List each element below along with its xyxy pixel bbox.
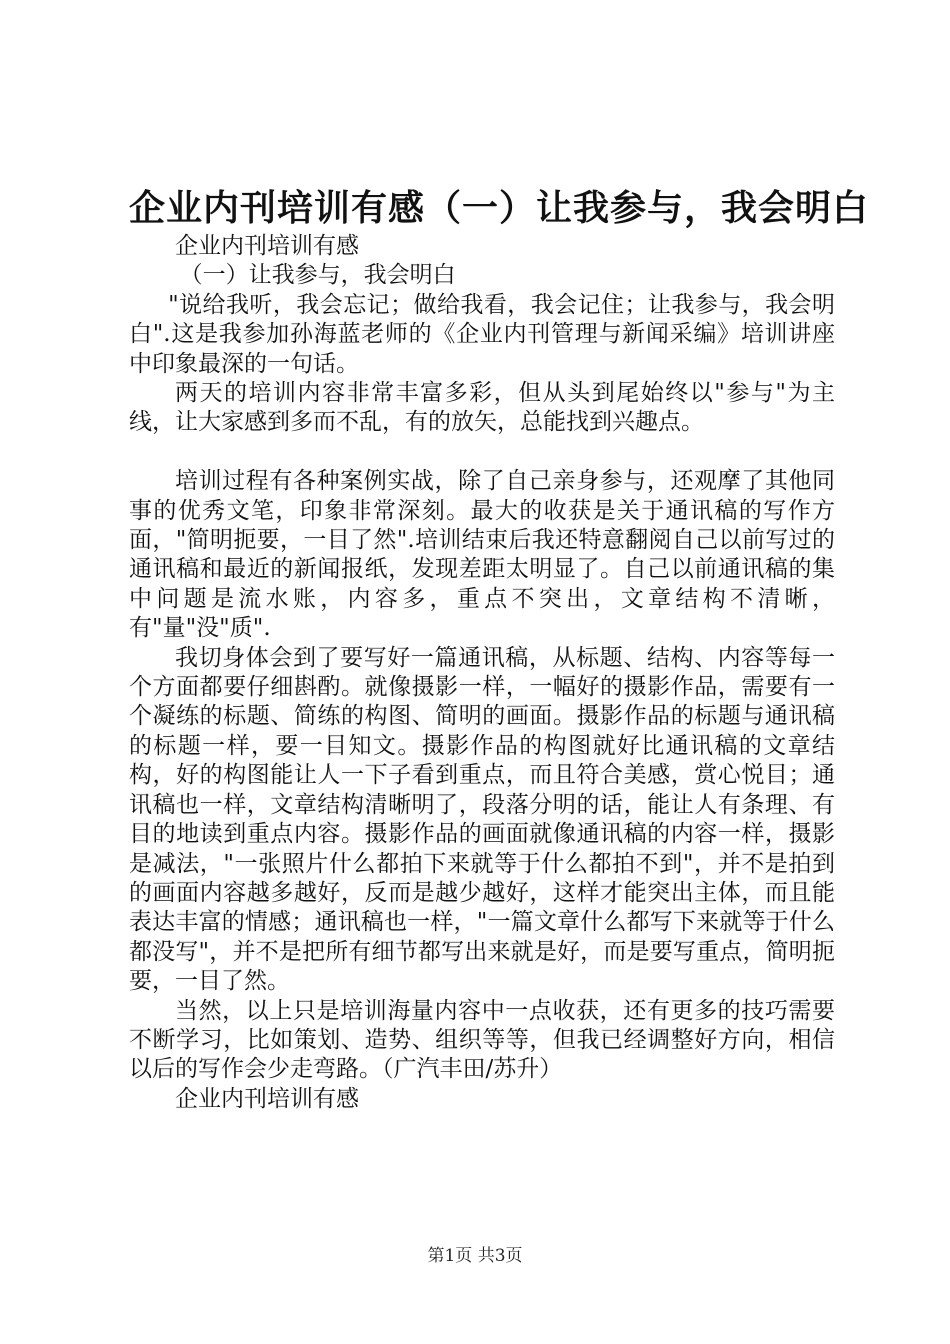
body-paragraph: 培训过程有各种案例实战，除了自己亲身参与，还观摩了其他同事的优秀文笔，印象非常深刻。最大的收获是关于通讯稿的写作方面，"简明扼要，一目了然".培训结束后我还特意翻阅自己以前写过的通讯稿和最近的新闻报纸，发现差距太明显了。自己以前通讯稿的集中问题是流水账，内容多，重点不突出，文章结构不清晰，有"量"没"质". xyxy=(129,468,835,642)
document-title: 企业内刊培训有感（一）让我参与，我会明白 xyxy=(129,188,870,229)
body-paragraph: 当然，以上只是培训海量内容中一点收获，还有更多的技巧需要不断学习，比如策划、造势、组织等等，但我已经调整好方向，相信以后的写作会少走弯路。（广汽丰田/苏升） xyxy=(129,997,835,1083)
body-paragraph: 企业内刊培训有感 xyxy=(175,1085,359,1112)
document-body xyxy=(129,232,835,1114)
body-paragraph: "说给我听，我会忘记；做给我看，我会记住；让我参与，我会明白".这是我参加孙海蓝老师的《企业内刊管理与新闻采编》培训讲座中印象最深的一句话。 xyxy=(129,291,835,377)
page-footer: 第1页 共3页 xyxy=(427,1246,523,1266)
section-heading-paragraph: （一）让我参与，我会明白 xyxy=(179,262,456,289)
body-paragraph: 两天的培训内容非常丰富多彩，但从头到尾始终以"参与"为主线，让大家感到多而不乱，有的放矢，总能找到兴趣点。 xyxy=(129,380,835,436)
body-paragraph: 我切身体会到了要写好一篇通讯稿，从标题、结构、内容等每一个方面都要仔细斟酌。就像摄影一样，一幅好的摄影作品，需要有一个凝练的标题、简练的构图、简明的画面。摄影作品的标题与通讯稿的标题一样，要一目知文。摄影作品的构图就好比通讯稿的文章结构，好的构图能让人一下子看到重点，而且符合美感，赏心悦目；通讯稿也一样，文章结构清晰明了，段落分明的话，能让人有条理、有目的地读到重点内容。摄影作品的画面就像通讯稿的内容一样，摄影是减法，"一张照片什么都拍下来就等于什么都拍不到"，并不是拍到的画面内容越多越好，反而是越少越好，这样才能突出主体，而且能表达丰富的情感；通讯稿也一样，"一篇文章什么都写下来就等于什么都没写"，并不是把所有细节都写出来就是好，而是要写重点，简明扼要，一目了然。 xyxy=(129,644,835,995)
subtitle-paragraph: 企业内刊培训有感 xyxy=(175,233,359,259)
